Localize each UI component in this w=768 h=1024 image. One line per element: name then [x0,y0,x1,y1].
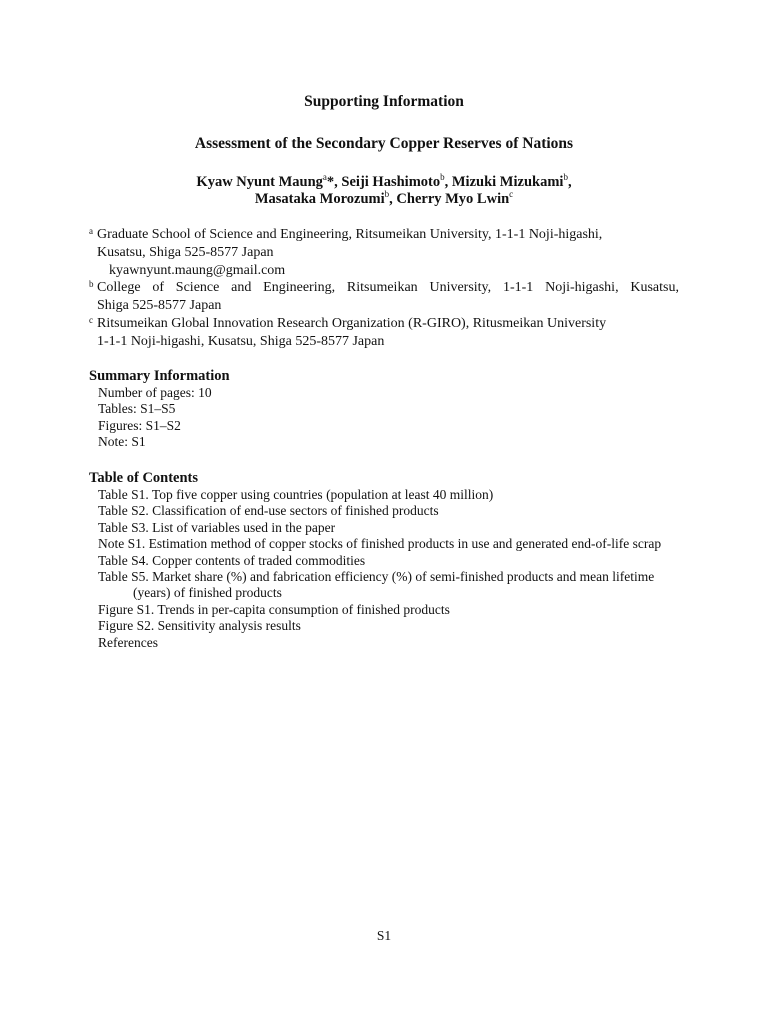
affiliation-marker: c [89,315,93,325]
toc-item: References [98,634,158,650]
affiliation-text-line: Graduate School of Science and Engineering, Ritsumeikan University, 1-1-1 Noji-higashi, [97,227,603,242]
list-item: Note: S1 [98,434,146,450]
page-number: S1 [376,928,392,943]
authors-line-2 [0,191,768,208]
author-affiliation-mark: b [440,172,445,182]
toc-item: Note S1. Estimation method of copper stocks of finished products in use and generated end-of-life scrap [98,536,662,552]
author-name: Cherry Myo Lwin [396,191,510,207]
list-item: Number of pages: 10 [98,385,212,400]
toc-item: Table S3. List of variables used in the paper [98,519,336,535]
author-name: Kyaw Nyunt Maung [196,174,323,190]
affiliation-b [89,279,689,315]
author-separator: , [567,174,572,190]
author-name: Seiji Hashimoto [341,174,441,190]
affiliation-text-line: Ritsumeikan Global Innovation Research Organization (R-GIRO), Ritusmeikan University [97,316,607,331]
document-heading: Supporting Information [304,93,464,110]
paper-title: Assessment of the Secondary Copper Reserves of Nations [194,135,574,152]
affiliation-a [89,226,689,280]
author-name: Masataka Morozumi [254,191,385,207]
author-separator: *, [326,174,342,190]
author-separator: , [444,174,452,190]
summary-list [98,385,212,451]
list-item: Tables: S1–S5 [98,401,176,417]
toc-item: Table S5. Market share (%) and fabrication efficiency (%) of semi-finished products and mean lifetime [98,569,655,585]
table-of-contents [98,487,661,651]
author-affiliation-mark: b [563,172,568,182]
author-name: Mizuki Mizukami [451,174,564,190]
author-affiliation-mark: b [384,189,390,199]
toc-item: Table S4. Copper contents of traded commodities [98,552,366,568]
author-affiliation-mark: c [509,189,514,199]
affiliation-text-line: College of Science and Engineering, Ritsumeikan University, 1-1-1 Noji-higashi, Kusatsu, [97,280,679,295]
toc-item: Figure S2. Sensitivity analysis results [98,618,301,634]
summary-heading: Summary Information [89,368,230,384]
affiliation-text-line: Shiga 525-8577 Japan [97,298,222,313]
toc-item: Table S1. Top five copper using countries (population at least 40 million) [98,487,494,502]
author-separator: , [389,191,397,207]
list-item: Figures: S1–S2 [98,417,181,433]
toc-item: Figure S1. Trends in per-capita consumption of finished products [98,601,450,617]
authors-line-1 [0,174,768,191]
affiliation-text-line: 1-1-1 Noji-higashi, Kusatsu, Shiga 525-8577 Japan [97,334,385,349]
author-affiliation-mark: a [322,172,327,182]
affiliation-text-line: Kusatsu, Shiga 525-8577 Japan [97,245,274,260]
toc-item: Table S2. Classification of end-use sectors of finished products [98,503,439,519]
affiliation-c [89,315,689,351]
toc-item-continuation: (years) of finished products [133,585,282,601]
toc-heading: Table of Contents [89,470,199,486]
affiliation-marker: b [89,279,94,289]
author-email: kyawnyunt.maung@gmail.com [109,263,286,278]
affiliation-marker: a [89,226,93,236]
